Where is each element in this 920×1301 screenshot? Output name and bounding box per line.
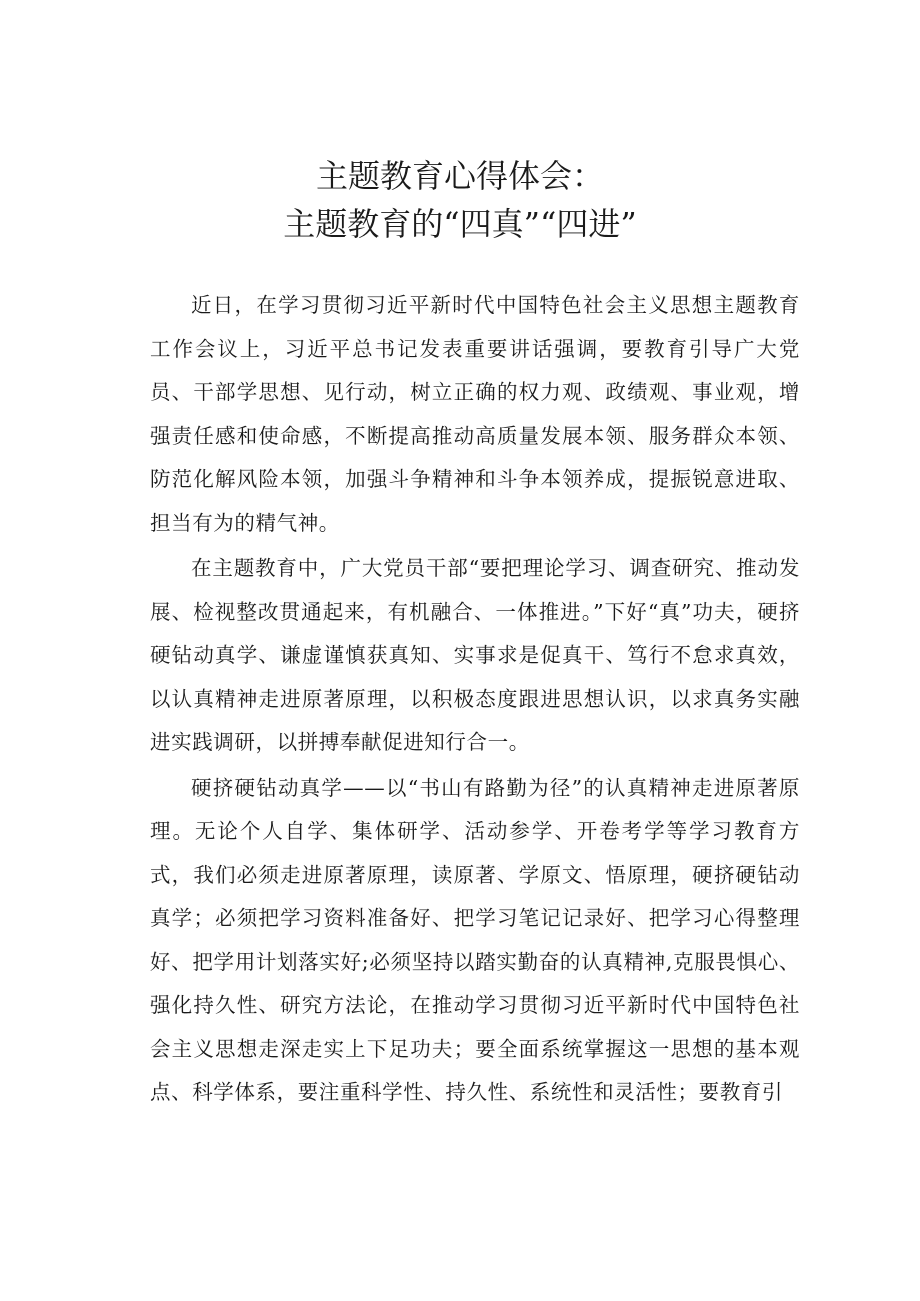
- document-title: [0, 152, 920, 248]
- title-line-1: 主题教育心得体会：: [315, 157, 604, 195]
- document-body: [150, 284, 800, 1117]
- paragraph-1: 近日，在学习贯彻习近平新时代中国特色社会主义思想主题教育工作会议上，习近平总书记发表重要讲话强调，要教育引导广大党员、干部学思想、见行动，树立正确的权力观、政绩观、事业观，增强责任感和使命感，不断提高推动高质量发展本领、服务群众本领、防范化解风险本领，加强斗争精神和斗争本领养成，提振锐意进取、担当有为的精气神。: [150, 293, 800, 535]
- paragraph-3: 硬挤硬钻动真学——以“书山有路勤为径”的认真精神走进原著原理。无论个人自学、集体研学、活动参学、开卷考学等学习教育方式，我们必须走进原著原理，读原著、学原文、悟原理，硬挤硬钻动真学；必须把学习资料准备好、把学习笔记记录好、把学习心得整理好、把学用计划落实好;必须坚持以踏实勤奋的认真精神,克服畏惧心、强化持久性、研究方法论，在推动学习贯彻习近平新时代中国特色社会主义思想走深走实上下足功夫；要全面系统掌握这一思想的基本观点、科学体系，要注重科学性、持久性、系统性和灵活性；要教育引: [150, 775, 800, 1104]
- paragraph-2: 在主题教育中，广大党员干部“要把理论学习、调查研究、推动发展、检视整改贯通起来，有机融合、一体推进。”下好“真”功夫，硬挤硬钻动真学、谦虚谨慎获真知、实事求是促真干、笃行不怠求真效，以认真精神走进原著原理，以积极态度跟进思想认识，以求真务实融进实践调研，以拼搏奉献促进知行合一。: [150, 556, 800, 754]
- title-line-2: 主题教育的“四真”“四进”: [283, 205, 637, 243]
